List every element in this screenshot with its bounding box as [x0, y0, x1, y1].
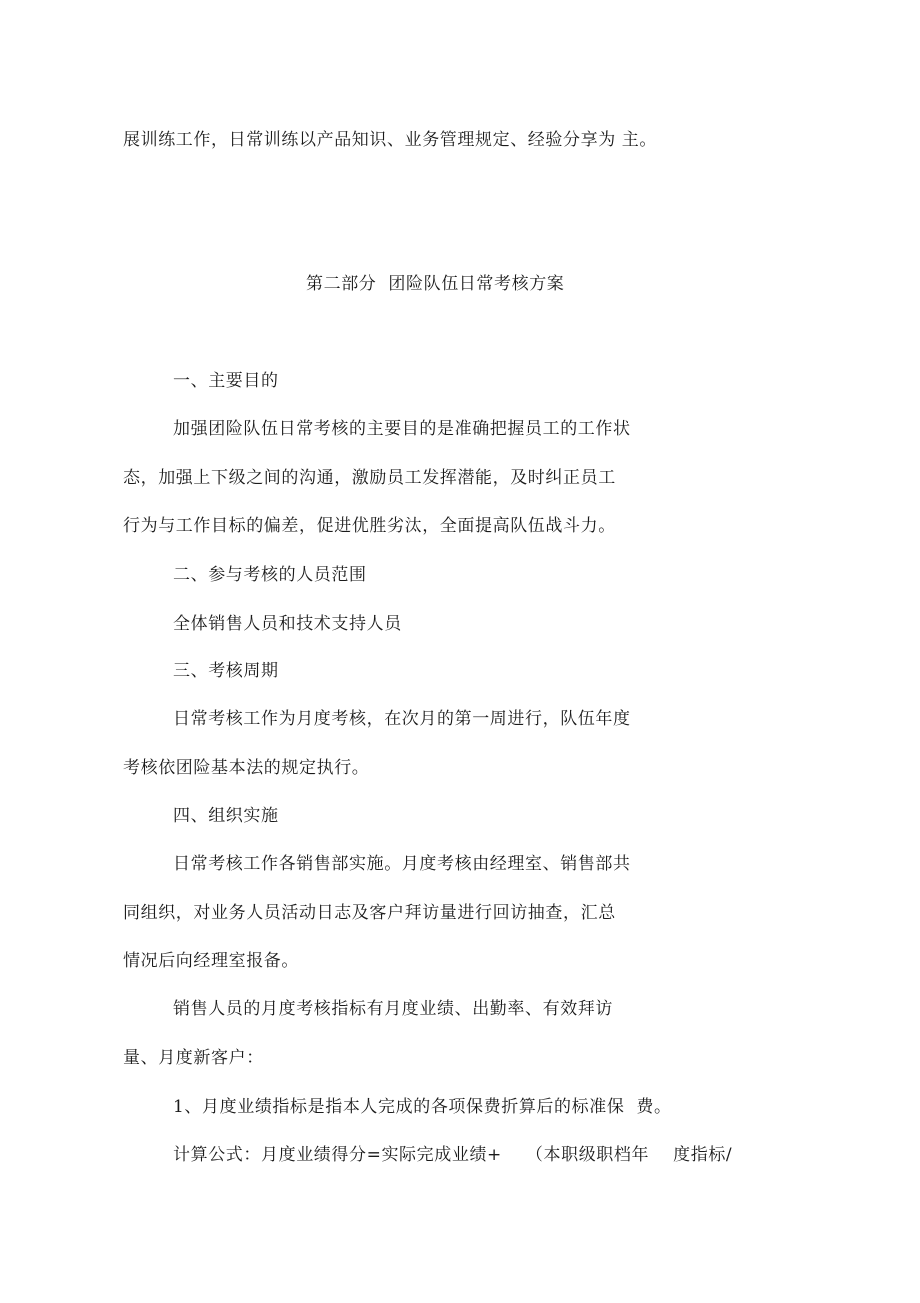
paragraph-line: 考核依团险基本法的规定执行。	[123, 758, 370, 778]
paragraph-line: 销售人员的月度考核指标有月度业绩、出勤率、有效拜访	[173, 999, 613, 1019]
paragraph-line: 同组织，对业务人员活动日志及客户拜访量进行回访抽查，汇总	[123, 903, 616, 923]
section-heading-implementation: 四、组织实施	[173, 806, 279, 826]
section-heading-period: 三、考核周期	[173, 661, 279, 681]
part-title: 第二部分 团险队伍日常考核方案	[306, 274, 565, 294]
formula-line: 计算公式：月度业绩得分=实际完成业绩+ （本职级职档年 度指标/	[173, 1145, 733, 1165]
paragraph-line: 情况后向经理室报备。	[123, 951, 299, 971]
paragraph-line: 日常考核工作为月度考核，在次月的第一周进行，队伍年度	[173, 709, 631, 729]
paragraph-line: 全体销售人员和技术支持人员	[173, 614, 402, 634]
paragraph-line: 态，加强上下级之间的沟通，激励员工发挥潜能，及时纠正员工	[123, 468, 616, 488]
paragraph-line: 量、月度新客户：	[123, 1048, 264, 1068]
paragraph-line: 日常考核工作各销售部实施。月度考核由经理室、销售部共	[173, 854, 631, 874]
paragraph-line: 行为与工作目标的偏差，促进优胜劣汰，全面提高队伍战斗力。	[123, 516, 616, 536]
section-heading-scope: 二、参与考核的人员范围	[173, 565, 367, 585]
continuation-line: 展训练工作，日常训练以产品知识、业务管理规定、经验分享为 主。	[123, 130, 658, 150]
paragraph-line: 加强团险队伍日常考核的主要目的是准确把握员工的工作状	[173, 419, 631, 439]
section-heading-purpose: 一、主要目的	[173, 371, 279, 391]
list-item: 1、月度业绩指标是指本人完成的各项保费折算后的标准保 费。	[173, 1097, 672, 1117]
